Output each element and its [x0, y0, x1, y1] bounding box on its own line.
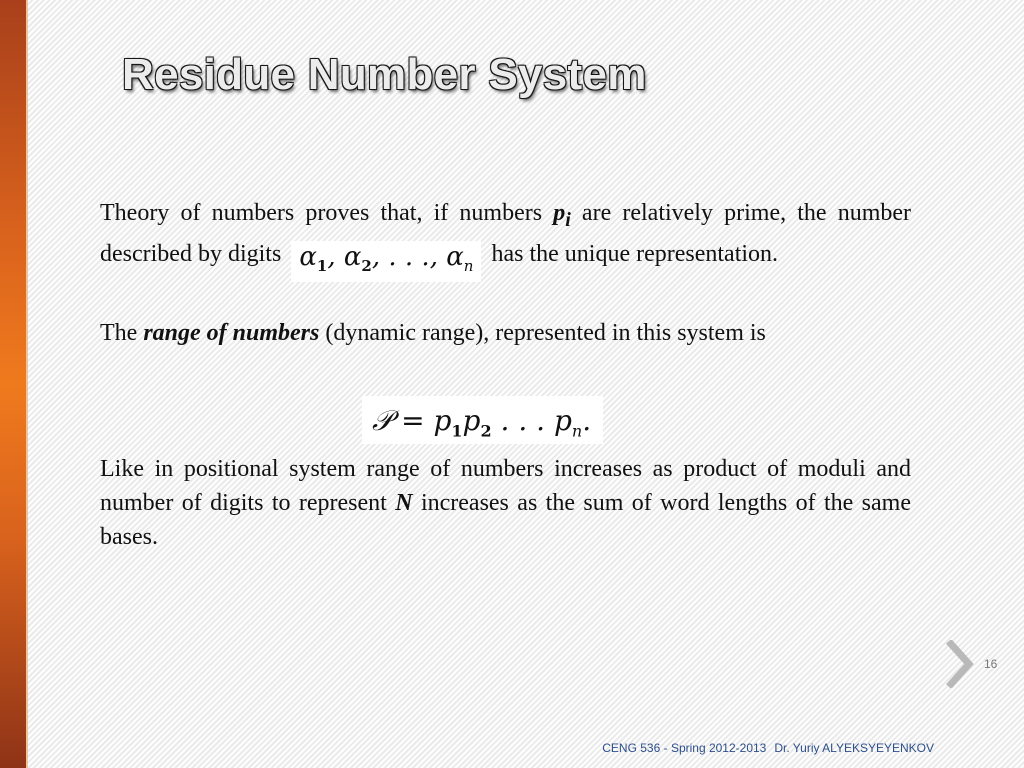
footer	[602, 741, 934, 755]
digit-alpha-2	[343, 241, 447, 275]
formula-end: .	[582, 404, 592, 437]
formula-dots: . . .	[491, 404, 554, 437]
slide-title: Residue Number System	[122, 50, 647, 99]
paragraph-range	[100, 316, 911, 350]
digits-formula	[291, 241, 481, 282]
left-accent-bar	[0, 0, 26, 768]
formula-gap	[100, 350, 911, 384]
range-emphasis: range of numbers	[143, 319, 320, 346]
range-text-after: (dynamic range), represented in this system is	[319, 319, 766, 346]
digit-separator-2: , . . .,	[371, 241, 447, 272]
positional-text-before: Like in positional system range of numbers increases as product of moduli and number of digits to represent	[100, 455, 911, 516]
page-number: 16	[984, 657, 998, 671]
formula-p2: p	[462, 404, 481, 437]
digit-alpha-1	[299, 241, 344, 275]
footer-author: Dr. Yuriy ALYEKSYEYENKOV	[774, 741, 934, 755]
positional-text-after: increases as the sum of word lengths of the same bases.	[100, 489, 911, 550]
theory-text-before: Theory of numbers proves that, if numbers	[100, 200, 554, 226]
left-accent-line	[26, 0, 28, 768]
formula-p2-sub: 2	[480, 421, 492, 441]
theory-text-middle: are relatively prime, the number described by digits	[100, 200, 912, 267]
formula-lhs: 𝒫	[372, 404, 393, 437]
digit-alpha-2-sub: 2	[361, 256, 372, 275]
variable-p-subscript: i	[565, 208, 571, 231]
dynamic-range-formula	[362, 396, 603, 444]
range-text-before: The	[100, 319, 144, 346]
footer-course: CENG 536 - Spring 2012-2013	[602, 741, 767, 755]
slide-content	[100, 196, 911, 554]
theory-text-after: has the unique representation.	[491, 240, 779, 267]
digit-alpha-n-base: α	[446, 241, 464, 272]
paragraph-positional	[100, 452, 911, 554]
variable-p: p	[553, 200, 566, 226]
digit-separator-1: ,	[327, 241, 344, 272]
formula-pn-sub: n	[571, 421, 583, 441]
chevron-right-icon[interactable]	[946, 640, 974, 688]
digit-alpha-n-sub: n	[463, 256, 474, 275]
formula-p1-sub: 1	[451, 421, 463, 441]
digit-alpha-1-sub: 1	[316, 256, 328, 275]
digit-alpha-1-base: α	[299, 241, 317, 272]
paragraph-theory	[100, 196, 911, 282]
digit-alpha-n	[446, 241, 474, 275]
formula-equals: =	[392, 404, 434, 437]
variable-n: N	[395, 489, 413, 516]
digit-alpha-2-base: α	[343, 241, 362, 272]
formula-p1: p	[433, 404, 452, 437]
formula-pn: p	[553, 404, 572, 437]
